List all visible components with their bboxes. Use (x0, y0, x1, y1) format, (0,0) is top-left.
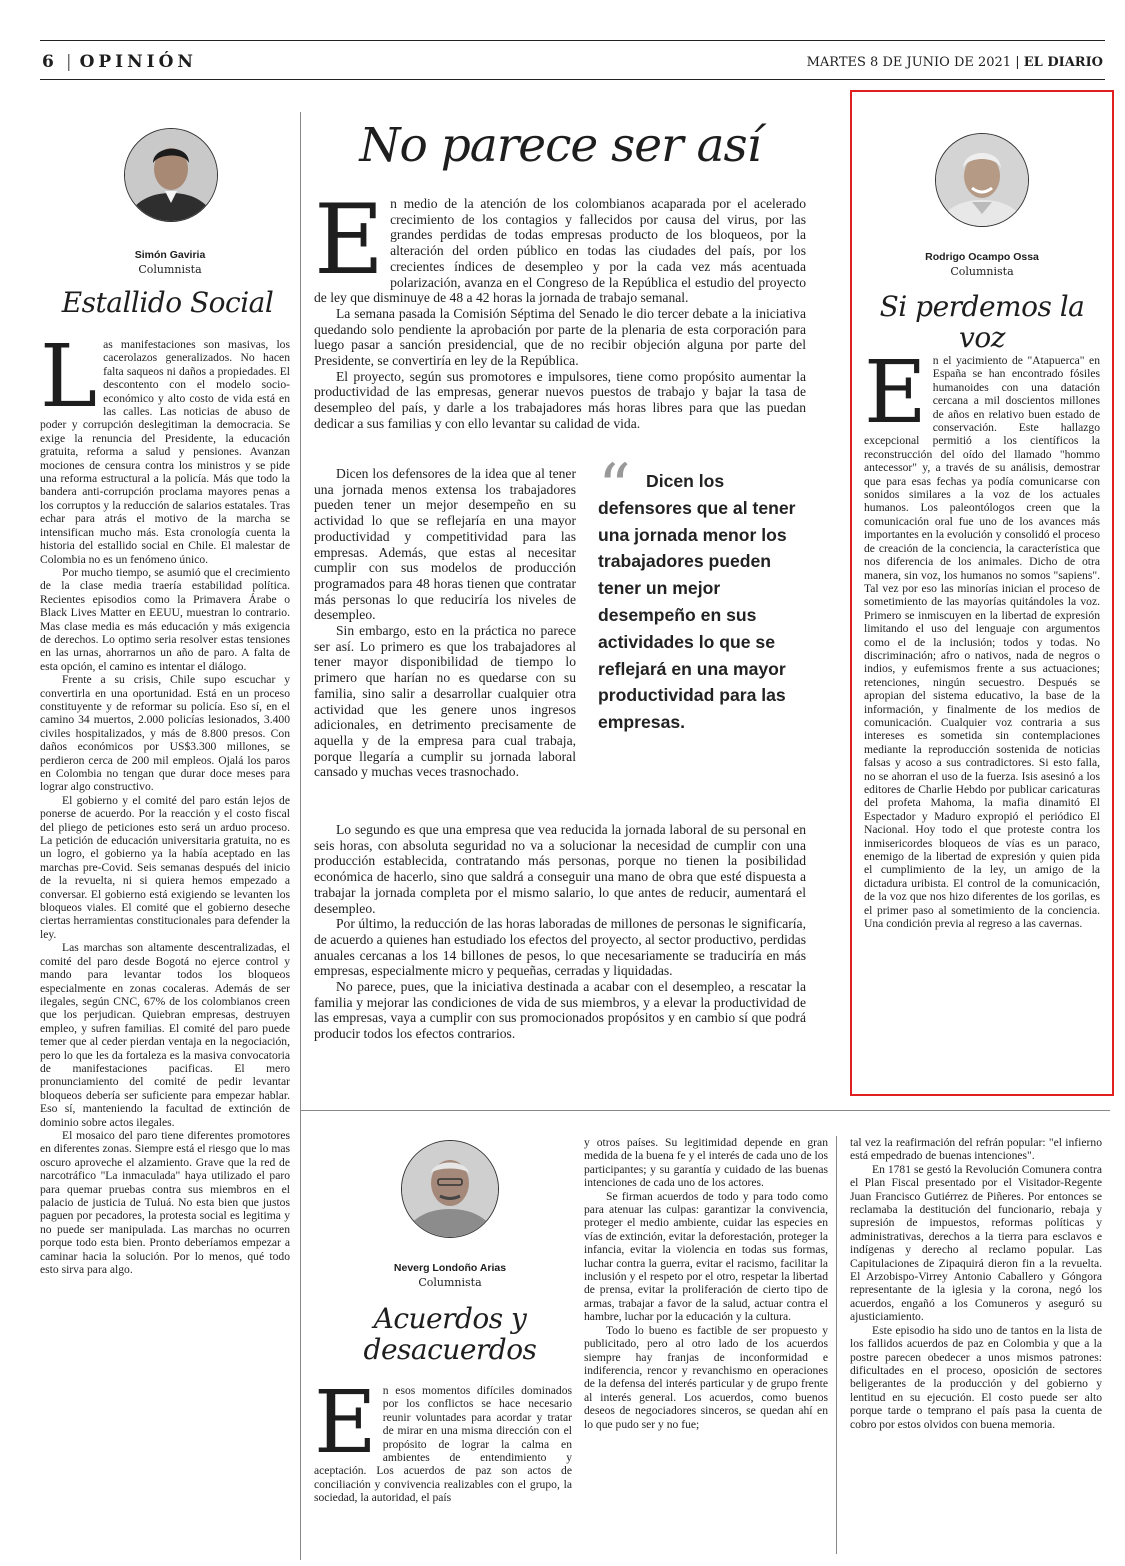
paragraph: Este episodio ha sido uno de tantos en la lista de los fallidos acuerdos de paz en Colombia y que a la postre parecen obedecer a unos mismos patrones: dificultades en el proceso, oposición de sectores beligerantes de la producción y del gobierno y lentitud en su ejecución. El costo puede ser alto porque tarde o temprano el país pasa la cuenta de cobro por estos olvidos con buena memoria. (850, 1323, 1102, 1431)
column-divider-left (300, 112, 301, 1560)
paragraph: El proyecto, según sus promotores e impulsores, tiene como propósito aumentar la productividad de las empresas, generar nuevos puestos de trabajo y bajar la tasa de desempleo del país, y darle a los trabajadores más horas libres para que las puedan dedicar a sus familias y con ello levantar su calidad de vida. (314, 368, 806, 431)
article-body-bottom (314, 822, 806, 1084)
paragraph: Dicen los defensores de la idea que al tener una jornada menos extensa los trabajadores pueden tener un mejor desempeño en su actividad lo que se reflejaría en una mayor productividad y competitividad para las empresas. Además, que estas al necesitar cumplir con sus modelos de producción programados para 48 horas tienen que contratar más personas lo que reduciría los niveles de desempleo. (314, 466, 576, 623)
newspaper-name: EL DIARIO (1023, 55, 1103, 70)
article-body-top (314, 196, 806, 464)
page-header-left (42, 52, 197, 72)
paragraph: El mosaico del paro tiene diferentes promotores en diferentes zonas. Siempre está el riesgo que lo mas oscuro aproveche el alzamiento. Grave que la red de narcotráfico "La inmaculada" haya utilizado el paro para quemar pruebas contra sus miembros en el palacio de justicia de Tuluá. No esta bien que justos paguen por pecadores, la protesta social es legitima y no puede ser manipulada. Las marchas no ocurren porque todo esta bien. Pronto deberíamos empezar a caminar hacia la solución. Por lo menos, qué todo esto sirva para algo. (40, 1128, 290, 1277)
author-portrait-gaviria (124, 128, 218, 222)
paragraph: Lo segundo es que una empresa que vea reducida la jornada laboral de su personal en seis horas, con absoluta seguridad no va a solucionar la necesidad de cumplir con una producción establecida, contratando más personas, porque no tienen la posibilidad económica de hacerlo, sino que saldrá a conseguir una mano de obra que esté dispuesta a trabajar la jornada completa por el mismo salario, lo que antes de reducir, aumentará el desempleo. (314, 822, 806, 916)
paragraph: n medio de la atención de los colombianos acaparada por el acelerado crecimiento de los contagios y fallecidos por causa del virus, por las grandes perdidas de todas empresas producto de los bloqueos, por la alteración del orden público en todas las ciudades del país, por los crecientes índices de desempleo y por la cada vez más acentuada polarización, avanza en el Congreso de la República el estudio del proyecto de ley que disminuye de 48 a 42 horas la jornada de trabajo semanal. (314, 196, 806, 306)
header-separator-2: | (1015, 55, 1020, 70)
paragraph: y otros países. Su legitimidad depende en gran medida de la buena fe y el interés de cada uno de los participantes; y su garantía y cuidado de las buenas intenciones de cada uno de los actores. (584, 1136, 828, 1190)
author-role: Columnista (138, 263, 202, 276)
article-body-split (314, 466, 576, 818)
quote-mark-icon: “ (598, 451, 631, 525)
page-header-right (807, 55, 1103, 70)
paragraph: Sin embargo, esto en la práctica no parece ser así. Lo primero es que los trabajadores al tener mayor disponibilidad de tiempo lo primero que harían no es quedarse con su familia, sino salir a desarrollar cualquier otra actividad que les genere unos ingresos adicionales, en detrimento precisamente de aquella y de la empresa para cual trabaja, porque llegaría a cumplir su jornada laboral cansado y muchas veces trasnochado. (314, 623, 576, 780)
column-divider-bottom (836, 1136, 837, 1554)
section-name: OPINIÓN (79, 52, 197, 72)
paragraph: n esos momentos difíciles dominados por los conflictos se hace necesario reunir voluntades para acordar y tratar de mirar en una misma dirección con el propósito de lograr la calma en ambientes de entendimiento y aceptación. Los acuerdos de paz son actos de conciliación y convivencia realizables con el grupo, la sociedad, la autoridad, el país (314, 1384, 572, 1505)
bottom-col-1 (314, 1384, 572, 1554)
header-rule (40, 79, 1105, 80)
section-divider (300, 1110, 1110, 1111)
paragraph: as manifestaciones son masivas, los cacerolazos generalizados. No hacen falta saqueos ni daños a propiedades. El descontento con el modelo socio-económico y alto costo de vida está en las calles. Las noticias de abuso de poder y corrupción deslegitiman la democracia. Se exige la renuncia del Presidente, la educación gratuita, reforma a salud y pensiones. Avanzan mociones de censura contra los ministros y se pide una reforma estructural a la policía. Más que todo la bandera anti-corrupción proclama mayores penas a los corruptos y la reducción de salarios estatales. Tras echar para atrás el motivo de la marcha se intensifican mucho más. Esta cronología cuenta la historia del estallido social en Chile. El malestar de Colombia no es un fenómeno único. (40, 338, 290, 566)
drop-cap: L (40, 338, 98, 427)
author-portrait-londono (401, 1140, 499, 1238)
article-title-bottom (320, 1304, 580, 1366)
author-role: Columnista (418, 1276, 482, 1289)
drop-cap: E (314, 1384, 377, 1473)
title-line: desacuerdos (363, 1332, 537, 1366)
paragraph: El gobierno y el comité del paro están lejos de ponerse de acuerdo. Por la reacción y el costo fiscal del pliego de peticiones esto será un arduo proceso. La petición de educación universitaria gratuita, no es un logro, el gobierno ya la había aceptado en las marchas pre-Covid. Seis semanas después del inicio de la revuelta, ni si quiera hemos empezado a conversar. El gobierno está exigiendo se levanten los bloqueos viales. El comité que el gobierno deseche ciertas herramientas constitucionales para defender la ley. (40, 793, 290, 941)
paragraph: Todo lo bueno es factible de ser propuesto y publicitado, pero al otro lado de los acuerdos siempre hay franjas de inconformidad e indiferencia, rencor y revanchismo en operaciones de la defensa del interés particular y de grupo frente al interés general. Los acuerdos, como buenos deseos de negociadores sinceros, se quedan ahí en lo que pudo ser y no fue; (584, 1323, 828, 1431)
pull-quote-text: Dicen los defensores que al tener una jornada menor los trabajadores pueden tener un mejor desempeño en sus actividades lo que se reflejará en una mayor productividad para las empresas. (598, 471, 796, 733)
column-title: Estallido Social (61, 286, 274, 319)
paragraph: Las marchas son altamente descentralizadas, el comité del paro desde Bogotá no ejerce control y mando para levantar todos los bloqueos especialmente en zonas cocaleras. Además de ser ilegales, según CNC, 67% de los colombianos creen que los perjudican. Quiebran empresas, destruyen empleo, y sufren familias. El comité del paro puede temer que al ceder pierdan ventaja en la negociación, pero lo que les da fortaleza es la masiva convocatoria de manifestaciones pacificas. El mero pronunciamiento del comité de pedir levantar bloqueos debería ser suficiente para empezar hablar. Eso sí, manteniendo la facultad de extinción de dominio sobre actos ilegales. (40, 941, 290, 1129)
portrait-icon (936, 134, 1028, 226)
paragraph: No parece, pues, que la iniciativa destinada a acabar con el desempleo, a rescatar la familia y mejorar las condiciones de vida de sus miembros, y a elevar la productividad de las empresas, vaya a cumplir con sus promocionados propósitos y en cambio sí que podrá producir todos los efectos contrarios. (314, 979, 806, 1042)
bottom-col-2 (584, 1136, 828, 1556)
header-separator: | (65, 52, 72, 72)
paragraph: En 1781 se gestó la Revolución Comunera contra el Plan Fiscal presentado por el Visitador-Regente Juan Francisco Gutiérrez de Piñeres. Por entonces se reclamaba la destitución del funcionario, rebaja y supresión de impuestos, reformas políticas y administrativas, derechos a la tierra para esclavos e indígenas y derecho al reclamo popular. Las Capitulaciones de Zipaquirá dieron fin a la revuelta. El Arzobispo-Virrey Antonio Caballero y Góngora representante de la iglesia y la corona, negó los acuerdos, engañó a los Comuneros y aseguró su ajusticiamiento. (850, 1162, 1102, 1324)
title-line: Acuerdos y (373, 1302, 527, 1335)
paragraph: Frente a su crisis, Chile supo escuchar y convertirla en una oportunidad. Está en un proceso constituyente y de reformar su policía. Eso sí, en el camino 34 muertos, 2.000 policías lesionados, 3.400 civiles hospitalizados, y más de 8.800 presos. Con daños económicos por US$3.300 millones, se perdieron cerca de 200 mil empleos. Ojalá los paros en Colombia no tengan que durar doce meses para lograr algo constructivo. (40, 673, 290, 794)
author-name: Neverg Londoño Arias (393, 1262, 507, 1274)
article-title: No parece ser así (359, 118, 761, 173)
portrait-icon (402, 1141, 498, 1237)
paragraph: Se firman acuerdos de todo y para todo como para atenuar las culpas: garantizar la convivencia, proteger el medio ambiente, cuidar las especies en vías de extinción, evitar la deforestación, proteger la infancia, evitar la violencia en todas sus formas, luchar contra la guerra, evitar el racismo, facilitar la inclusión y el respeto por el otro, respetar la libertad de prensa, evitar la proliferación de cierto tipo de armas, trabajar a favor de la salud, actuar contra el hambre, luchar por la educación y la cultura. (584, 1189, 828, 1324)
drop-cap: E (864, 354, 927, 443)
bottom-col-3 (850, 1136, 1102, 1556)
page-number: 6 (42, 52, 58, 72)
pull-quote (598, 468, 813, 736)
author-name: Simón Gaviria (134, 249, 206, 261)
author-name: Rodrigo Ocampo Ossa (925, 251, 1039, 263)
paragraph: Por último, la reducción de las horas laboradas de millones de personas le significaría, de acuerdo a quienes han estudiado los efectos del proyecto, al sector productivo, perdidas anuales cercanas a los 14 billones de pesos, lo que necesariamente se traduciría en más empresas, especialmente micro y pequeñas, cerradas y liquidadas. (314, 916, 806, 979)
portrait-icon (125, 129, 217, 221)
issue-date: MARTES 8 DE JUNIO DE 2021 (806, 55, 1012, 70)
drop-cap: E (314, 196, 385, 296)
author-portrait-ocampo (935, 133, 1029, 227)
paragraph: Por mucho tiempo, se asumió que el crecimiento de la clase media traería estabilidad política. Recientes episodios como la Primavera Árabe o Black Lives Matter en EEUU, muestran lo contrario. Mas clase media es más educación y más exigencia de derechos. Lo optimo seria resolver estas tensiones en las urnas, ahorrarnos un año de paro. A falta de esta opción, el camino es intentar el diálogo. (40, 565, 290, 673)
column-body-gaviria (40, 338, 290, 1553)
paragraph: n el yacimiento de "Atapuerca" en España se han encontrado fósiles humanoides con una datación cercana a mil doscientos millones de años en relativo buen estado de conservación. Este hallazgo excepcional permitió a los científicos la reconstrucción del oído del llamado "hommo antecessor" y, a través de su análisis, demostrar que para esas fechas ya podía comunicarse con sonidos similares a la voz de los actuales humanos. Los paleontólogos creen que la comunicación oral fue uno de los avances más importantes en la evolución y consolidó el proceso de creación de la conciencia, la característica que nos diferencia de los animales. Dicho de otra manera, sin voz, los humanos no somos "sapiens". Tal vez por eso las minorías inician el proceso de sometimiento de las mayorías quitándoles la voz. Primero se inmiscuyen en la libertad de expresión limitando el uso del lenguaje con argumentos como el de la inclusión; todos y todas. No discriminación; afro o nativos, nada de negros o indios, y eufemismos frente a sus actuaciones; retenciones, ningún secuestro. Después se apropian del sistema educativo, la base de la información, y finalmente de los medios de comunicación. Cualquier voz contraria a sus intereses es sometida sin contemplaciones mediante la reproducción sostenida de noticias falsas y acoso a sus contradictores. Si esto falla, no se ahorran el uso de la fuerza. Isis asesinó a los editores de Charlie Hebdo por publicar caricaturas del profeta Mahoma, la mafia dinamitó El Espectador y Maduro expropió el periódico El Nacional. Hoy todo el que proteste contra los inmisericordes bloqueos de vías es un paraco, enemigo de la libertad de expresión y quien pida el cumplimiento de la ley, un amigo de la dictadura uribista. El control de la comunicación, de la voz que nos hizo diferentes de los gorilas, es el primer paso al sometimiento de la conciencia. Una condición previa al regreso a las cavernas. (864, 354, 1100, 931)
author-role: Columnista (950, 265, 1014, 278)
column-title: Si perdemos la voz (879, 290, 1085, 354)
column-body-ocampo (864, 354, 1100, 1074)
paragraph: La semana pasada la Comisión Séptima del Senado le dio tercer debate a la iniciativa quedando solo pendiente la aprobación por parte de la plenaria de esta corporación para luego pasar a sanción presidencial, que de no recibir objeción alguna por parte del Presidente, se convertiría en ley de la República. (314, 305, 806, 369)
top-rule (40, 40, 1105, 41)
paragraph: tal vez la reafirmación del refrán popular: "el infierno está empedrado de buenas intenciones". (850, 1136, 1102, 1163)
